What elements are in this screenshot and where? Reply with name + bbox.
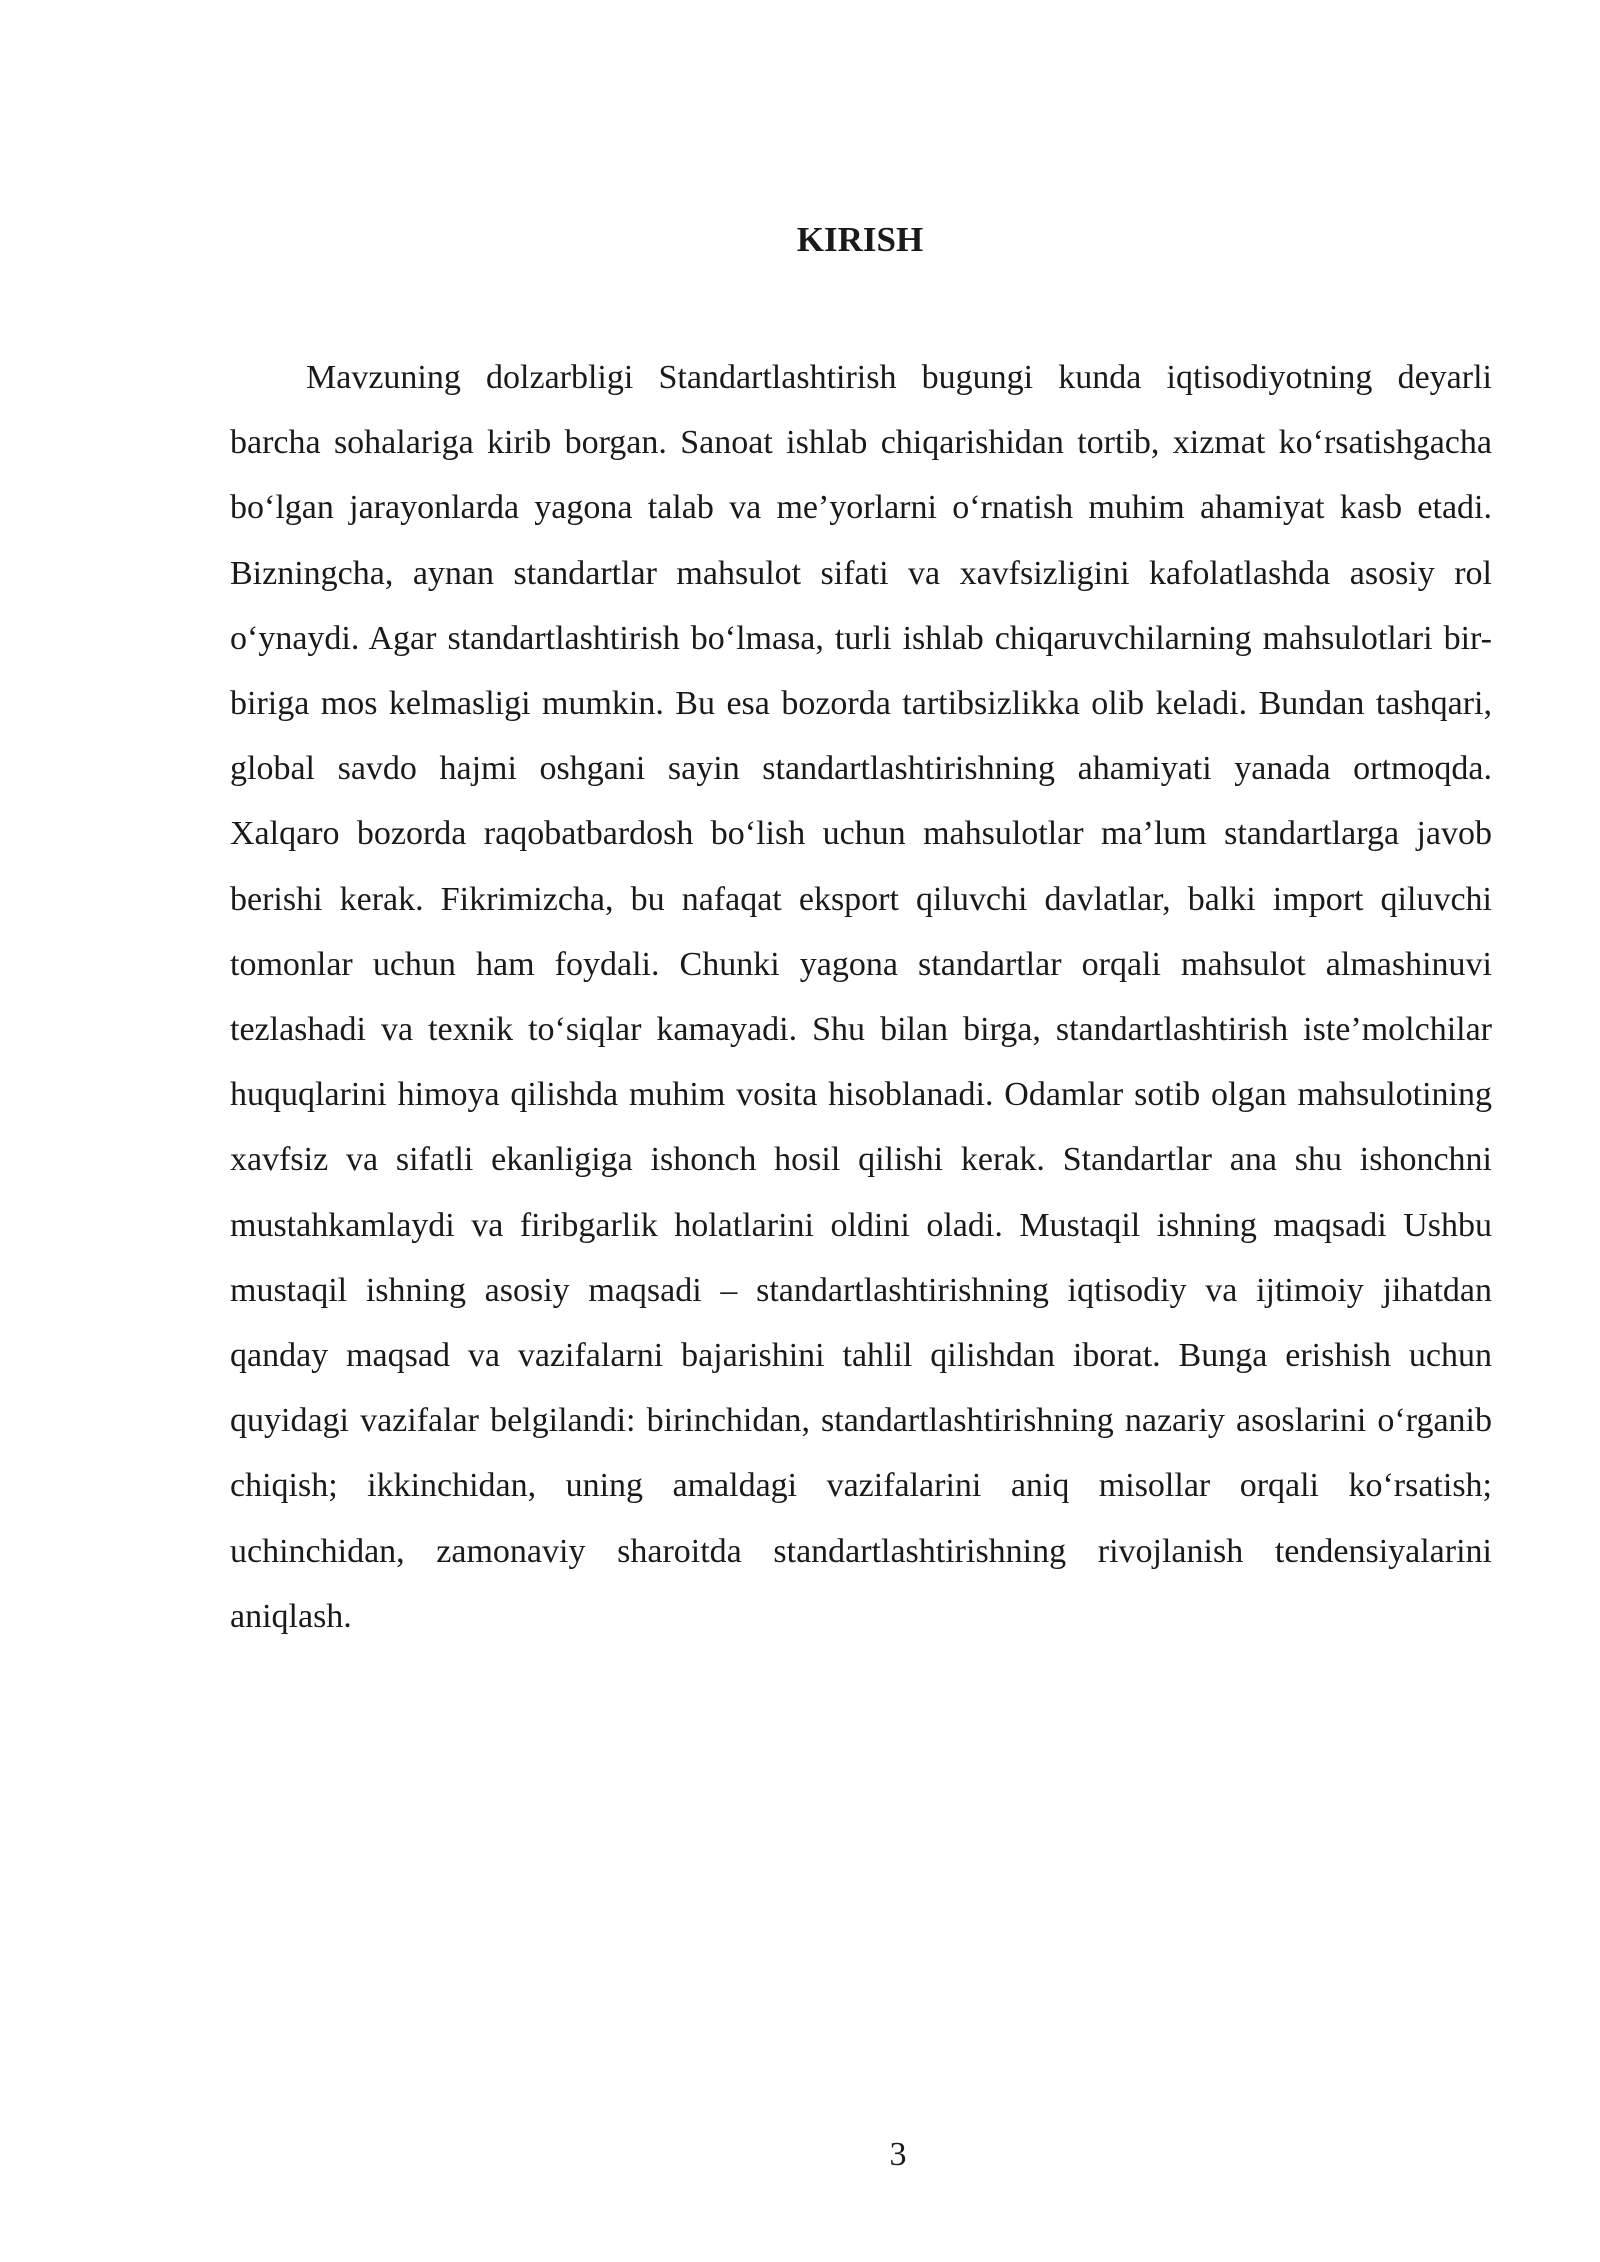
body-paragraph: Mavzuning dolzarbligi Standartlashtirish bugungi kunda iqtisodiyotning deyarli barcha sohalariga kirib borgan. Sanoat ishlab chiqarishidan tortib, xizmat ko‘rsatishgacha bo‘lgan jarayonlarda yagona talab va me’yorlarni o‘rnatish muhim ahamiyat kasb etadi. Bizningcha, aynan standartlar mahsulot sifati va xavfsizligini kafolatlashda asosiy rol o‘ynaydi. Agar standartlashtirish bo‘lmasa, turli ishlab chiqaruvchilarning mahsulotlari bir-biriga mos kelmasligi mumkin. Bu esa bozorda tartibsizlikka olib keladi. Bundan tashqari, global savdo hajmi oshgani sayin standartlashtirishning ahamiyati yanada ortmoqda. Xalqaro bozorda raqobatbardosh bo‘lish uchun mahsulotlar ma’lum standartlarga javob berishi kerak. Fikrimizcha, bu nafaqat eksport qiluvchi davlatlar, balki import qiluvchi tomonlar uchun ham foydali. Chunki yagona standartlar orqali mahsulot almashinuvi tezlashadi va texnik to‘siqlar kamayadi. Shu bilan birga, standartlashtirish iste’molchilar huquqlarini himoya qilishda muhim vosita hisoblanadi. Odamlar sotib olgan mahsulotining xavfsiz va sifatli ekanligiga ishonch hosil qilishi kerak. Standartlar ana shu ishonchni mustahkamlaydi va firibgarlik holatlarini oldini oladi. Mustaqil ishning maqsadi Ushbu mustaqil ishning asosiy maqsadi – standartlashtirishning iqtisodiy va ijtimoiy jihatdan qanday maqsad va vazifalarni bajarishini tahlil qilishdan iborat. Bunga erishish uchun quyidagi vazifalar belgilandi: birinchidan, standartlashtirishning nazariy asoslarini o‘rganib chiqish; ikkinchidan, uning amaldagi vazifalarini aniq misollar orqali ko‘rsatish; uchinchidan, zamonaviy sharoitda standartlashtirishning rivojlanish tendensiyalarini aniqlash. [230, 359, 1492, 1635]
page-title: KIRISH [796, 220, 924, 259]
page-number: 3 [889, 2136, 907, 2173]
